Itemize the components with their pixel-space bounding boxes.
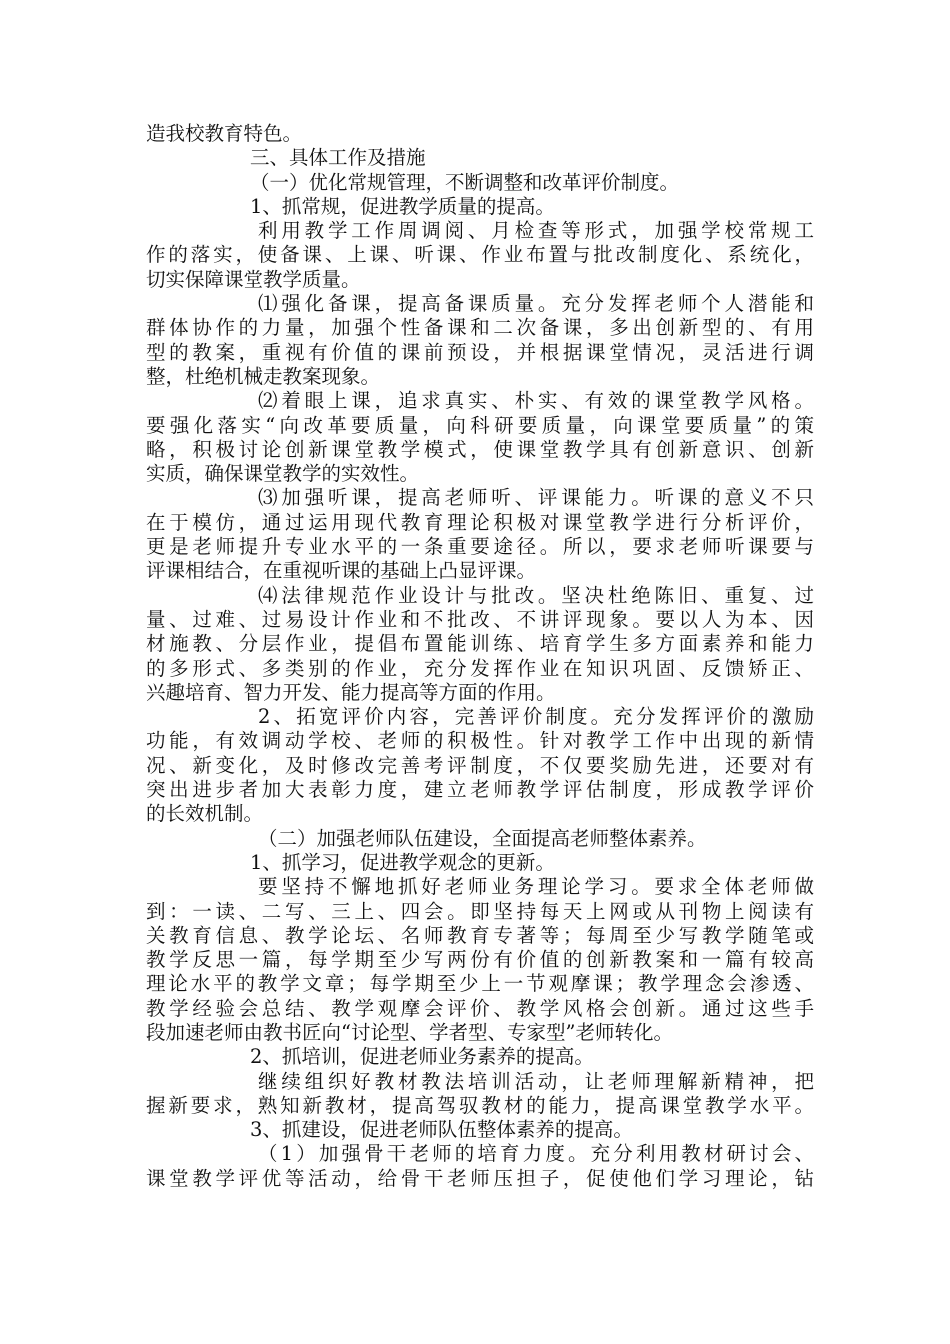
text-line: 量、过难、过易设计作业和不批改、不讲评现象。要以人为本、因 — [146, 607, 814, 631]
text-line: 段加速老师由教书匠向“讨论型、学者型、专家型”老师转化。 — [146, 1020, 673, 1044]
text-line: 型的教案，重视有价值的课前预设，并根据课堂情况，灵活进行调 — [146, 340, 814, 364]
text-line: 作的落实，使备课、上课、听课、作业布置与批改制度化、系统化， — [146, 243, 814, 267]
text-line: 更是老师提升专业水平的一条重要途径。所以，要求老师听课要与 — [146, 535, 814, 559]
text-line: 材施教、分层作业，提倡布置能训练、培育学生多方面素养和能力 — [146, 632, 814, 656]
text-line: 课堂教学评优等活动，给骨干老师压担子，促使他们学习理论，钻 — [146, 1166, 814, 1190]
text-line: 功能，有效调动学校、老师的积极性。针对教学工作中出现的新情 — [146, 729, 814, 753]
text-line: 的长效机制。 — [146, 802, 264, 826]
text-line: （一）优化常规管理，不断调整和改革评价制度。 — [250, 170, 680, 194]
text-line: 利用教学工作周调阅、月检查等形式，加强学校常规工 — [258, 219, 814, 243]
text-line: 略，积极讨论创新课堂教学模式，使课堂教学具有创新意识、创新 — [146, 437, 814, 461]
text-line: 继续组织好教材教法培训活动，让老师理解新精神，把 — [258, 1069, 814, 1093]
text-line: 到：一读、二写、三上、四会。即坚持每天上网或从刊物上阅读有 — [146, 899, 814, 923]
text-line: 评课相结合，在重视听课的基础上凸显评课。 — [146, 559, 537, 583]
text-line: ⑵着眼上课，追求真实、朴实、有效的课堂教学风格。 — [258, 389, 814, 413]
text-line: 在于模仿，通过运用现代教育理论积极对课堂教学进行分析评价， — [146, 510, 814, 534]
text-line: 切实保障课堂教学质量。 — [146, 267, 361, 291]
text-line: 实质，确保课堂教学的实效性。 — [146, 462, 420, 486]
text-line: 2、拓宽评价内容，完善评价制度。充分发挥评价的激励 — [258, 705, 814, 729]
text-line: 要强化落实“向改革要质量，向科研要质量，向课堂要质量”的策 — [146, 413, 814, 437]
text-line: （1）加强骨干老师的培育力度。充分利用教材研讨会、 — [258, 1142, 814, 1166]
text-line: 1、抓学习，促进教学观念的更新。 — [250, 850, 555, 874]
text-line: 兴趣培育、智力开发、能力提高等方面的作用。 — [146, 680, 556, 704]
text-line: 3、抓建设，促进老师队伍整体素养的提高。 — [250, 1118, 633, 1142]
text-line: 教学反思一篇，每学期至少写两份有价值的创新教案和一篇有较高 — [146, 948, 814, 972]
text-line: ⑴强化备课，提高备课质量。充分发挥老师个人潜能和 — [258, 292, 814, 316]
text-line: 突出进步者加大表彰力度，建立老师教学评估制度，形成教学评价 — [146, 778, 814, 802]
text-line: 群体协作的力量，加强个性备课和二次备课，多出创新型的、有用 — [146, 316, 814, 340]
text-line: 的多形式、多类别的作业，充分发挥作业在知识巩固、反馈矫正、 — [146, 656, 814, 680]
text-line: 要坚持不懈地抓好老师业务理论学习。要求全体老师做 — [258, 875, 814, 899]
text-line: ⑷法律规范作业设计与批改。坚决杜绝陈旧、重复、过 — [258, 583, 814, 607]
text-line: 三、具体工作及措施 — [250, 146, 426, 170]
text-line: 教学经验会总结、教学观摩会评价、教学风格会创新。通过这些手 — [146, 996, 814, 1020]
text-line: 2、抓培训，促进老师业务素养的提高。 — [250, 1045, 594, 1069]
text-line: 理论水平的教学文章；每学期至少上一节观摩课；教学理念会渗透、 — [146, 972, 814, 996]
text-line: 关教育信息、教学论坛、名师教育专著等；每周至少写教学随笔或 — [146, 923, 814, 947]
text-line: ⑶加强听课，提高老师听、评课能力。听课的意义不只 — [258, 486, 814, 510]
text-line: 况、新变化，及时修改完善考评制度，不仅要奖励先进，还要对有 — [146, 753, 814, 777]
text-line: （二）加强老师队伍建设，全面提高老师整体素养。 — [258, 826, 707, 850]
text-line: 整，杜绝机械走教案现象。 — [146, 364, 381, 388]
text-line: 1、抓常规，促进教学质量的提高。 — [250, 194, 555, 218]
text-line: 造我校教育特色。 — [146, 122, 303, 145]
document-body — [146, 122, 814, 1191]
text-line: 握新要求，熟知新教材，提高驾驭教材的能力，提高课堂教学水平。 — [146, 1093, 814, 1117]
